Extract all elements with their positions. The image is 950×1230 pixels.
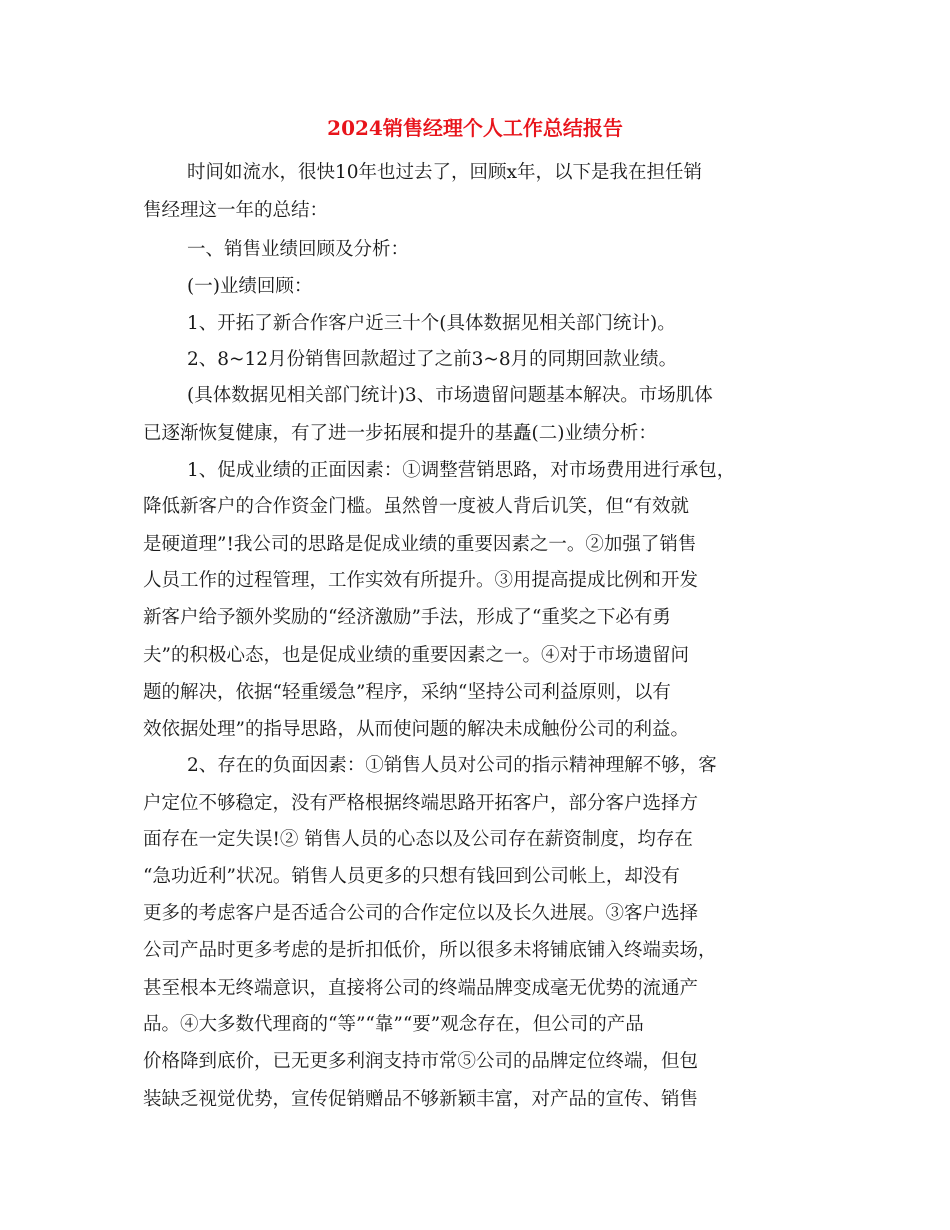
paragraph-line: 一、销售业绩回顾及分析：	[187, 239, 410, 260]
paragraph-line: 已逐渐恢复健康，有了进一步拓展和提升的基矗(二)业绩分析：	[143, 423, 657, 444]
paragraph-line: 价格降到底价，已无更多利润支持市常⑤公司的品牌定位终端，但包	[143, 1051, 699, 1072]
paragraph-line: 装缺乏视觉优势，宣传促销赠品不够新颖丰富，对产品的宣传、销售	[143, 1089, 699, 1110]
paragraph-line: 人员工作的过程管理，工作实效有所提升。③用提高提成比例和开发	[143, 570, 699, 591]
document-title: 2024销售经理个人工作总结报告	[327, 116, 623, 140]
paragraph-line: 题的解决，依据“轻重缓急”程序，采纳“坚持公司利益原则，以有	[143, 682, 671, 703]
paragraph-line: 降低新客户的合作资金门槛。虽然曾一度被人背后讥笑，但“有效就	[143, 496, 689, 517]
paragraph-line: 面存在一定失误!② 销售人员的心态以及公司存在薪资制度，均存在	[143, 829, 693, 850]
paragraph-line: 是硬道理”!我公司的思路是促成业绩的重要因素之一。②加强了销售	[143, 534, 697, 555]
paragraph-line: 2、存在的负面因素：①销售人员对公司的指示精神理解不够，客	[187, 755, 717, 776]
paragraph-line: 公司产品时更多考虑的是折扣低价，所以很多未将铺底铺入终端卖场，	[143, 940, 717, 961]
paragraph-line: 新客户给予额外奖励的“经济激励”手法，形成了“重奖之下必有勇	[143, 607, 671, 628]
paragraph-line: 时间如流水，很快10年也过去了，回顾x年，以下是我在担任销	[187, 162, 702, 183]
paragraph-line: 户定位不够稳定，没有严格根据终端思路开拓客户，部分客户选择方	[143, 793, 699, 814]
paragraph-line: “急功近利”状况。销售人员更多的只想有钱回到公司帐上，却没有	[143, 866, 680, 887]
paragraph-line: 夫”的积极心态，也是促成业绩的重要因素之一。④对于市场遗留问	[143, 645, 689, 666]
paragraph-line: 1、开拓了新合作客户近三十个(具体数据见相关部门统计)。	[187, 313, 676, 334]
paragraph-line: 1、促成业绩的正面因素：①调整营销思路，对市场费用进行承包，	[187, 460, 736, 481]
paragraph-line: 品。④大多数代理商的“等”“靠”“要”观念存在，但公司的产品	[143, 1014, 644, 1035]
paragraph-line: 售经理这一年的总结：	[143, 200, 329, 221]
paragraph-line: (一)业绩回顾：	[187, 276, 313, 297]
paragraph-line: 效依据处理”的指导思路，从而使问题的解决未成触份公司的利益。	[143, 719, 689, 740]
paragraph-line: 更多的考虑客户是否适合公司的合作定位以及长久进展。③客户选择	[143, 903, 699, 924]
paragraph-line: 甚至根本无终端意识，直接将公司的终端品牌变成毫无优势的流通产	[143, 978, 699, 999]
paragraph-line: (具体数据见相关部门统计)3、市场遗留问题基本解决。市场肌体	[187, 385, 713, 406]
paragraph-line: 2、8~12月份销售回款超过了之前3~8月的同期回款业绩。	[187, 349, 678, 370]
